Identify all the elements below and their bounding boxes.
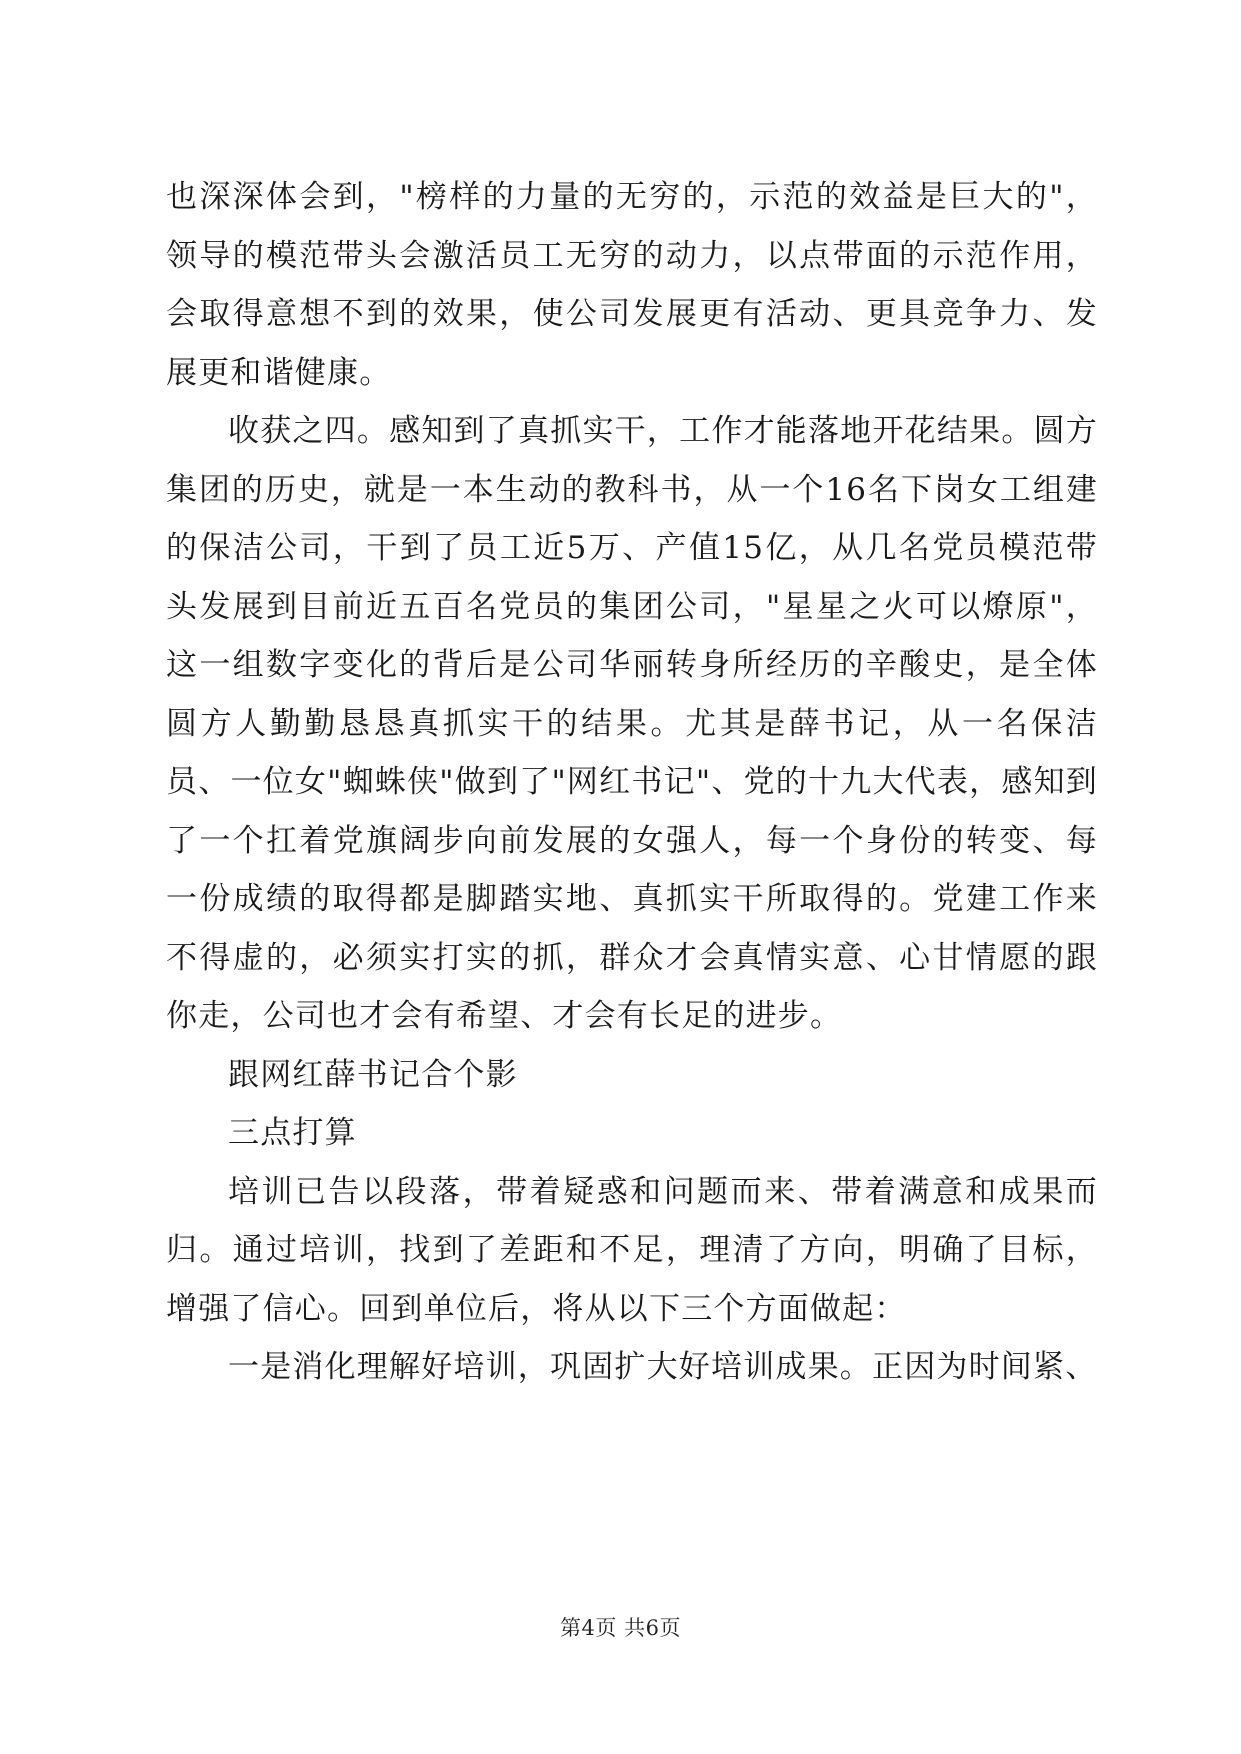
paragraph-continuation: 也深深体会到，"榜样的力量的无穷的，示范的效益是巨大的"，领导的模范带头会激活员工无穷的动力，以点带面的示范作用，会取得意想不到的效果，使公司发展更有活动、更具竞争力、发展更和谐健康。: [166, 179, 1098, 391]
paragraph-plans-intro: 培训已告以段落，带着疑惑和问题而来、带着满意和成果而归。通过培训，找到了差距和不足，理清了方向，明确了目标，增强了信心。回到单位后，将从以下三个方面做起：: [166, 1173, 1098, 1327]
document-body: [166, 168, 1098, 1397]
section-heading: 三点打算: [228, 1115, 357, 1151]
photo-caption: 跟网红薛书记合个影: [228, 1056, 518, 1093]
page-footer: 第4页 共6页: [560, 1616, 681, 1640]
paragraph-harvest-four: 收获之四。感知到了真抓实干，工作才能落地开花结果。圆方集团的历史，就是一本生动的教科书，从一个16名下岗女工组建的保洁公司，干到了员工近5万、产值15亿，从几名党员模范带头发展到目前近五百名党员的集团公司，"星星之火可以燎原"，这一组数字变化的背后是公司华丽转身所经历的辛酸史，是全体圆方人勤勤恳恳真抓实干的结果。尤其是薛书记，从一名保洁员、一位女"蜘蛛侠"做到了"网红书记"、党的十九大代表，感知到了一个扛着党旗阔步向前发展的女强人，每一个身份的转变、每一份成绩的取得都是脚踏实地、真抓实干所取得的。党建工作来不得虚的，必须实打实的抓，群众才会真情实意、心甘情愿的跟你走，公司也才会有希望、才会有长足的进步。: [166, 413, 1098, 1034]
paragraph-plan-one: 一是消化理解好培训，巩固扩大好培训成果。正因为时间紧、: [228, 1349, 1098, 1385]
